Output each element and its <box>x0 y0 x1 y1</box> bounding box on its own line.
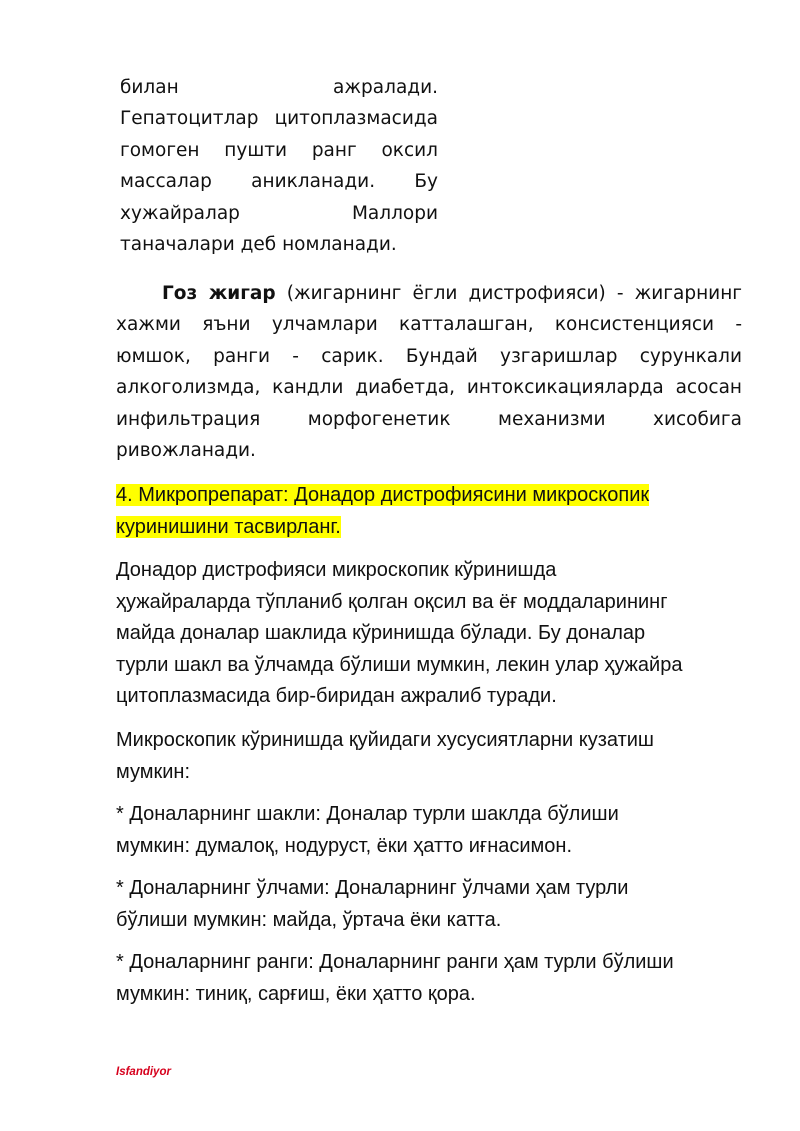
text-line: юмшок, ранги - сарик. Бундай узгаришлар сурункали <box>116 345 742 367</box>
answer-bullet-size <box>116 873 756 936</box>
text-line: инфильтрация морфогенетик механизми хисобига <box>116 408 742 430</box>
text-line: билан ажралади. <box>120 77 438 98</box>
answer-bullet-color <box>116 947 756 1010</box>
text-line: * Доналарнинг ранги: Доналарнинг ранги ҳам турли бўлиши <box>116 951 674 973</box>
text-line: хажми яъни улчамлари катталашган, консистенцияси - <box>116 314 742 336</box>
column-text-block <box>120 72 438 260</box>
text-line: Микроскопик кўринишда қуйидаги хусусиятларни кузатиш <box>116 729 654 751</box>
text-line: таначалари деб номланади. <box>120 234 397 256</box>
question-heading <box>116 480 756 543</box>
text-line: мумкин: тиниқ, сарғиш, ёки ҳатто қора. <box>116 982 476 1005</box>
text-line: массалар аникланади. Бу <box>120 171 438 193</box>
text-run: (жигарнинг ёгли дистрофияси) - жигарнинг <box>275 283 743 304</box>
text-line: ҳужайраларда тўпланиб қолган оқсил ва ёғ моддаларининг <box>116 590 668 613</box>
text-line: гомоген пушти ранг оксил <box>120 139 438 161</box>
answer-bullet-shape <box>116 799 756 862</box>
text-line: алкоголизмда, кандли диабетда, интоксикацияларда асосан <box>116 377 742 399</box>
text-line: мумкин: <box>116 760 191 783</box>
text-line: хужайралар Маллори <box>120 202 438 224</box>
goz-jigar-paragraph <box>116 278 742 466</box>
answer-paragraph-2 <box>116 725 756 788</box>
text-line <box>116 512 756 544</box>
text-line: * Доналарнинг шакли: Доналар турли шаклда бўлиши <box>116 803 619 825</box>
term-bold: Гоз жигар <box>162 283 276 304</box>
text-line: цитоплазмасида бир-биридан ажралиб туради. <box>116 685 557 707</box>
text-line <box>116 480 756 512</box>
text-line: турли шакл ва ўлчамда бўлиши мумкин, лекин улар ҳужайра <box>116 653 683 676</box>
text-line: Гепатоцитлар цитоплазмасида <box>120 108 438 130</box>
text-line <box>116 278 742 309</box>
text-line: бўлиши мумкин: майда, ўртача ёки катта. <box>116 908 502 931</box>
text-line: ривожланади. <box>116 440 256 462</box>
text-line: мумкин: думалоқ, нодуруст, ёки ҳатто иғнасимон. <box>116 834 573 857</box>
text-line: * Доналарнинг ўлчами: Доналарнинг ўлчами ҳам турли <box>116 877 629 899</box>
answer-paragraph-1 <box>116 555 756 713</box>
text-line: майда доналар шаклида кўринишда бўлади. Бу доналар <box>116 622 646 644</box>
footer-author: Isfandiyor <box>116 1066 171 1078</box>
highlighted-text: куринишини тасвирланг. <box>116 515 341 538</box>
highlighted-text: 4. Микропрепарат: Донадор дистрофиясини микроскопик <box>116 484 650 506</box>
text-line: Донадор дистрофияси микроскопик кўринишда <box>116 559 557 581</box>
